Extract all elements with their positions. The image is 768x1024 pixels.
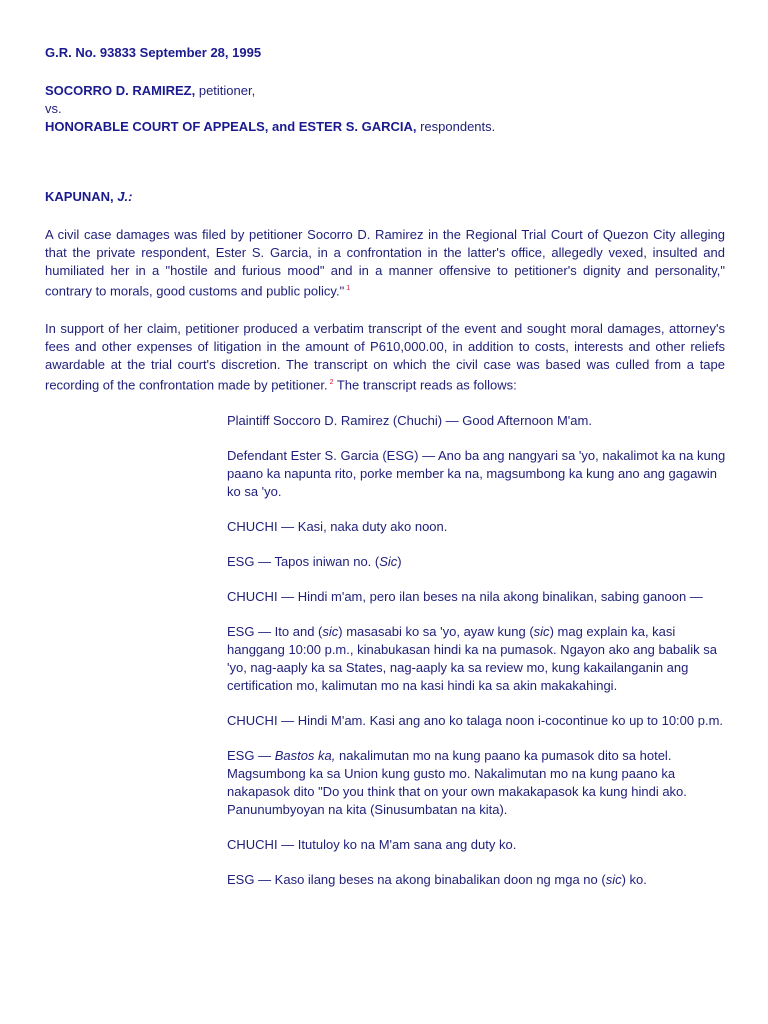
sic-mark: sic [322, 623, 339, 639]
transcript-line: CHUCHI — Hindi M'am. Kasi ang ano ko talaga noon i-cocontinue ko up to 10:00 p.m. [227, 712, 724, 728]
parties-block [45, 82, 725, 136]
transcript-line [227, 553, 727, 571]
ponente [45, 188, 725, 206]
paragraph-1 [45, 226, 725, 300]
ponente-name: KAPUNAN, [45, 189, 114, 204]
sic-mark: sic [533, 623, 550, 639]
transcript-text: ) mag explain ka, kasi hanggang 10:00 p.m., kinabukasan hindi ka na pumasok. Ngayon ako ang babalik sa 'yo, nag-aaply ka sa States, nag-aaply ka sa review mo, kung kakailanganin ang certification mo, kalimutan mo na kasi hindi ka sa akin makakahingi. [227, 623, 718, 693]
transcript-line [227, 871, 727, 889]
paragraph-2-text: In support of her claim, petitioner produced a verbatim transcript of the event and sought moral damages, attorney's fees and other expenses of litigation in the amount of P610,000.00, in addition to costs, interests and other reliefs awardable at the trial court's discretion. The transcript on which the civil case was based was culled from a tape recording of the confrontation made by petitioner. [45, 321, 725, 393]
respondent-line [45, 118, 725, 136]
transcript-line: Plaintiff Soccoro D. Ramirez (Chuchi) — Good Afternoon M'am. [227, 412, 592, 428]
transcript-text: ESG — Ito and ( [227, 623, 323, 639]
footnote-1-link[interactable]: 1 [346, 285, 351, 292]
transcript-text: ) [397, 553, 402, 569]
transcript-text: nakalimutan mo na kung paano ka pumasok dito sa hotel. Magsumbong ka sa Union kung gusto mo. Nakalimutan mo na kung paano ka nakapasok dito "Do you think that on your own makakapasok ka kung hindi ako. Panunumbyoyan na kita (Sinusumbatan na kita). [227, 747, 687, 817]
transcript-block [227, 412, 727, 889]
paragraph-1-text: A civil case damages was filed by petitioner Socorro D. Ramirez in the Regional Trial Court of Quezon City alleging that the private respondent, Ester S. Garcia, in a confrontation in the latter's office, allegedly vexed, insulted and humiliated her in a "hostile and furious mood" and in a manner offensive to petitioner's dignity and personality," contrary to morals, good customs and public policy." [45, 227, 725, 299]
transcript-line: CHUCHI — Itutuloy ko na M'am sana ang duty ko. [227, 836, 517, 852]
transcript-line: CHUCHI — Kasi, naka duty ako noon. [227, 518, 448, 534]
transcript-line: CHUCHI — Hindi m'am, pero ilan beses na nila akong binalikan, sabing ganoon — [227, 588, 703, 604]
case-number: G.R. No. 93833 September 28, 1995 [45, 45, 262, 60]
transcript-text: ESG — [227, 747, 275, 763]
petitioner-role: petitioner, [195, 83, 256, 98]
paragraph-2 [45, 320, 725, 394]
transcript-line [227, 623, 727, 695]
sic-mark: Sic [379, 553, 398, 569]
transcript-text: ) masasabi ko sa 'yo, ayaw kung ( [338, 623, 534, 639]
respondent-role: respondents. [416, 119, 496, 134]
versus: vs. [45, 101, 62, 116]
transcript-line [227, 747, 727, 819]
italic-phrase: Bastos ka, [274, 747, 336, 763]
sic-mark: sic [605, 871, 622, 887]
transcript-text: ESG — Kaso ilang beses na akong binabalikan doon ng mga no ( [227, 871, 606, 887]
transcript-text: ) ko. [621, 871, 647, 887]
transcript-text: ESG — Tapos iniwan no. ( [227, 553, 380, 569]
petitioner-name: SOCORRO D. RAMIREZ, [45, 83, 196, 98]
decision-document [45, 44, 725, 906]
respondent-names: HONORABLE COURT OF APPEALS, and ESTER S. GARCIA, [45, 119, 417, 134]
paragraph-2-tail: The transcript reads as follows: [333, 377, 517, 393]
transcript-line: Defendant Ester S. Garcia (ESG) — Ano ba ang nangyari sa 'yo, nakalimot ka na kung paano ka napunta rito, porke member ka na, magsumbong ka kung ano ang gagawin ko sa 'yo. [227, 447, 726, 499]
ponente-title: J.: [117, 189, 133, 204]
footnote-2-link[interactable]: 2 [329, 379, 334, 387]
petitioner-line [45, 82, 725, 100]
